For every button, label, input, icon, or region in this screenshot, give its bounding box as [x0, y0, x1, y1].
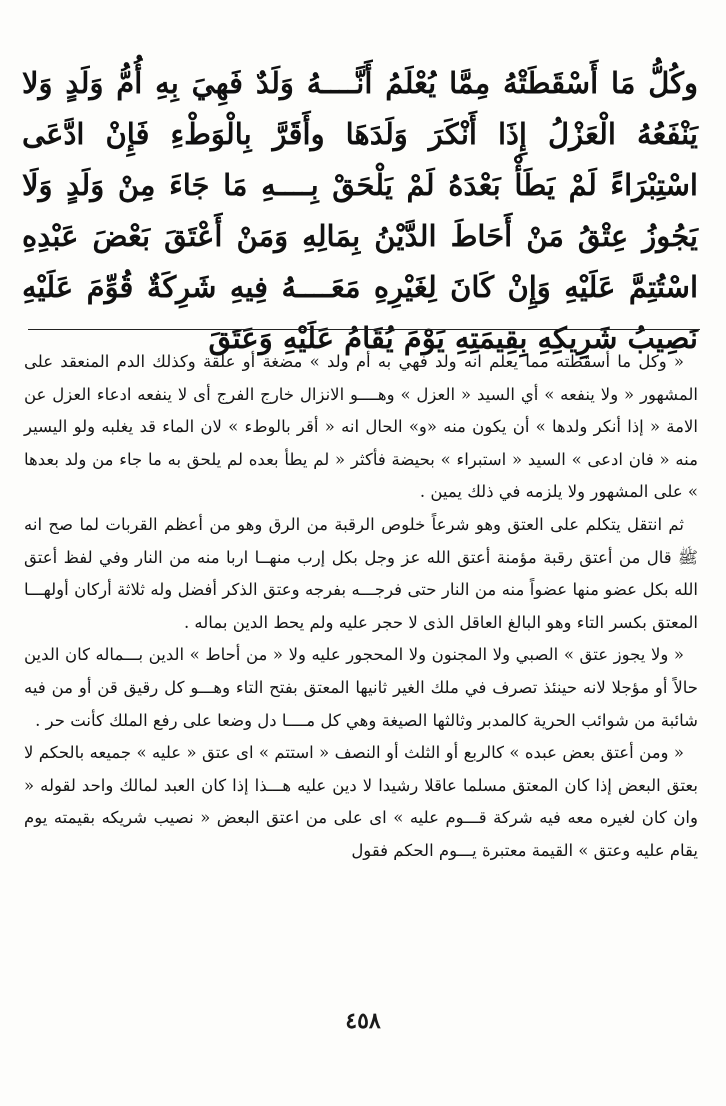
main-text-paragraph: وكُلُّ مَا أَسْقَطَتْهُ مِمَّا يُعْلَمُ أَنَّــــهُ وَلَدٌ فَهِيَ بِهِ أُمُّ وَلَدٍ وَلا يَنْفَعُهُ الْعَزْلُ إِذَا أَنْكَرَ وَلَدَهَا وأَقَرَّ بِالْوَطْءِ فَإِنْ ادَّعَى اسْتِبْرَاءً لَمْ يَطَأْ بَعْدَهُ لَمْ يَلْحَقْ بِــــهِ مَا جَاءَ مِنْ وَلَدٍ وَلَا يَجُوزُ عِتْقُ مَنْ أَحَاطَ الدَّيْنُ بِمَالِهِ وَمَنْ أَعْتَقَ بَعْضَ عَبْدِهِ اسْتُتِمَّ عَلَيْهِ وَإِنْ كَانَ لِغَيْرِهِ مَعَــــهُ فِيهِ شَرِكَةٌ قُوِّمَ عَلَيْهِ نَصِيبُ شَرِيكِهِ بِقِيمَتِهِ يَوْمَ يُقَامُ عَلَيْهِ وَعَتَقَ — [22, 66, 698, 355]
commentary-paragraph-4: « ومن أعتق بعض عبده » كالربع أو الثلث أو النصف « استتم » اى عتق « عليه » جميعه بالحكم لا بعتق البعض إذا كان المعتق مسلما عاقلا رشيدا لا دين عليه هـــذا إذا كان العبد لمالك واحد لقوله « وان كان لغيره معه فيه شركة قـــوم عليه » اى على من اعتق البعض « نصيب شريكه بقيمته يوم يقام عليه وعتق » القيمة معتبرة يـــوم الحكم فقول — [24, 743, 698, 860]
commentary-paragraph-1: « وكل ما أسقطته مما يعلم انه ولد فهي به أم ولد » مضغة أو علقة وكذلك الدم المنعقد على المشهور « ولا ينفعه » أي السيد « العزل » وهــــو الانزال خارج الفرج أى لا ينفعه ادعاء العزل عن الامة « إذا أنكر ولدها » أن يكون منه «و» الحال انه « أقر بالوطء » لان الماء قد يغلبه ولو اليسير منه « فان ادعى » السيد « استبراء » بحيضة فأكثر « لم يطأ بعده لم يلحق به ما جاء من ولد بعدها » على المشهور ولا يلزمه في ذلك يمين . — [24, 352, 698, 502]
main-text — [22, 58, 698, 364]
commentary-paragraph-2: ثم انتقل يتكلم على العتق وهو شرعاً خلوص الرقبة من الرق وهو من أعظم القربات لما صح انه ﷺ قال من أعتق رقبة مؤمنة أعتق الله عز وجل بكل إرب منهــا اربا منه من النار وفي لفظ أعتق الله بكل عضو منها عضواً منه من النار حتى فرجـــه بفرجه وعتق الذكر أفضل وله ثلاثة أركان أولهـــا المعتق بكسر التاء وهو البالغ العاقل الذى لا حجر عليه ولم يحط الدين بماله . — [24, 514, 698, 632]
commentary — [24, 346, 698, 868]
page-number: ٤٥٨ — [345, 1008, 381, 1034]
text-divider — [28, 329, 700, 330]
commentary-paragraph-3: « ولا يجوز عتق » الصبي ولا المجنون ولا المحجور عليه ولا « من أحاط » الدين بـــماله كان الدين حالاً أو مؤجلا لانه حينئذ تصرف في ملك الغير ثانيها المعتق بفتح التاء وهـــو كل رقيق قن أو من فيه شائبة من شوائب الحرية كالمدبر وثالثها الصيغة وهي كل مــــا دل وضعا على رفع الملك كأنت حر . — [24, 645, 698, 730]
